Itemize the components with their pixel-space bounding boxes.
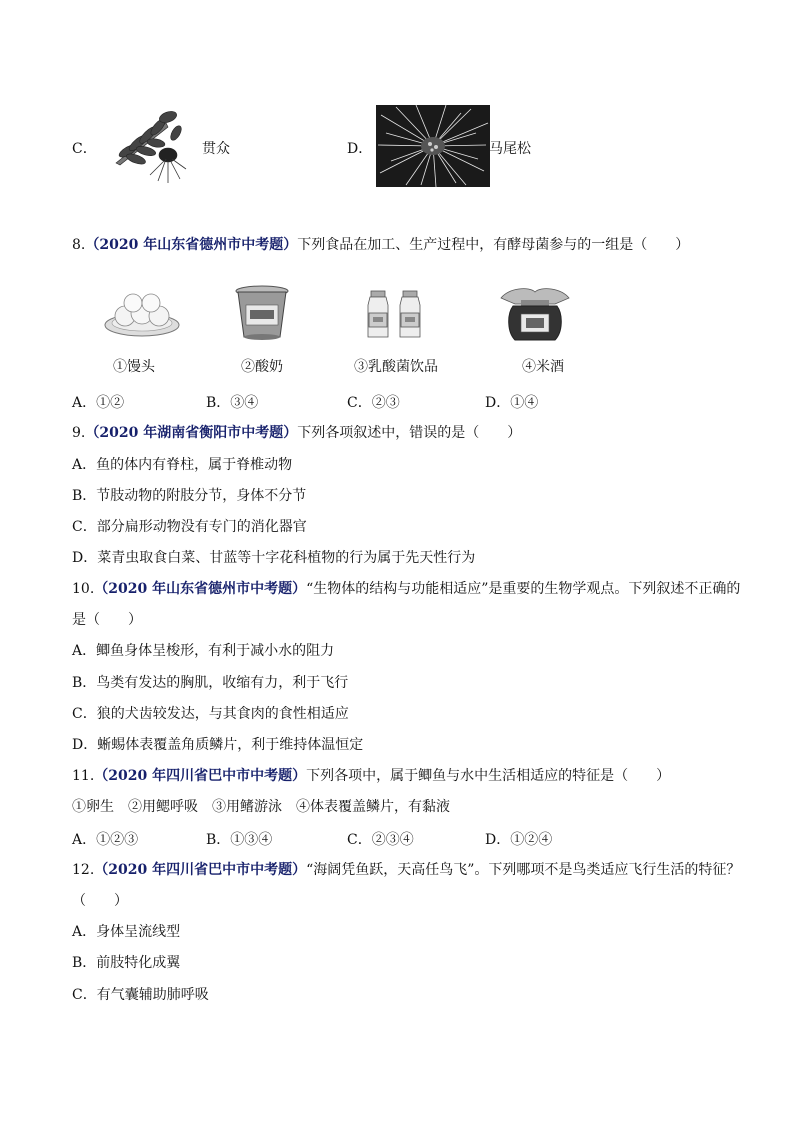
feature-list: ①卵生 ②用鳃呼吸 ③用鳍游泳 ④体表覆盖鳞片，有黏液: [72, 799, 450, 815]
question-text-continued: （ ）: [72, 893, 128, 909]
answer-option: C．部分扁形动物没有专门的消化器官: [72, 519, 307, 535]
question-11: [72, 766, 670, 786]
answer-option: B．①③④: [206, 832, 273, 848]
food-label: ①馒头: [113, 359, 155, 375]
question-text: 下列各项叙述中，错误的是（ ）: [297, 425, 522, 441]
question-10: [72, 579, 740, 599]
question-source: （2020 年四川省巴中市中考题）: [94, 768, 307, 784]
answer-option: A．①②③: [72, 832, 139, 848]
question-number: 11.: [72, 768, 95, 784]
mantou-image: [103, 289, 181, 339]
answer-option: D．①④: [485, 395, 539, 411]
food-label: ③乳酸菌饮品: [354, 359, 438, 375]
answer-option: C．②③: [347, 395, 400, 411]
answer-option: A．①②: [72, 395, 125, 411]
question-source: （2020 年四川省巴中市中考题）: [94, 862, 307, 878]
question-12: [72, 860, 740, 880]
question-source: （2020 年湖南省衡阳市中考题）: [85, 425, 298, 441]
answer-option: D．菜青虫取食白菜、甘蓝等十字花科植物的行为属于先天性行为: [72, 550, 476, 566]
question-text: “生物体的结构与功能相适应”是重要的生物学观点。下列叙述不正确的: [306, 581, 741, 597]
answer-option: D．蜥蜴体表覆盖角质鳞片，利于维持体温恒定: [72, 737, 364, 753]
question-9: [72, 423, 521, 443]
food-label: ②酸奶: [241, 359, 283, 375]
question-source: （2020 年山东省德州市中考题）: [94, 581, 307, 597]
answer-option: B．前肢特化成翼: [72, 955, 181, 971]
answer-option: A．鱼的体内有脊柱，属于脊椎动物: [72, 457, 293, 473]
answer-option: C．狼的犬齿较发达，与其食肉的食性相适应: [72, 706, 349, 722]
rice-wine-image: [499, 286, 571, 342]
question-text: 下列食品在加工、生产过程中，有酵母菌参与的一组是（ ）: [297, 237, 690, 253]
question-text-continued: 是（ ）: [72, 612, 142, 628]
answer-option: B．节肢动物的附肢分节，身体不分节: [72, 488, 307, 504]
answer-option: C．有气囊辅助肺呼吸: [72, 987, 209, 1003]
lactic-drink-image: [367, 289, 423, 339]
pine-image: [376, 105, 490, 187]
option-d-label: 马尾松: [489, 141, 531, 157]
answer-option: A．身体呈流线型: [72, 924, 181, 940]
question-source: （2020 年山东省德州市中考题）: [85, 237, 298, 253]
question-number: 10.: [72, 581, 95, 597]
question-number: 12.: [72, 862, 95, 878]
answer-option: D．①②④: [485, 832, 553, 848]
food-label: ④米酒: [522, 359, 564, 375]
question-text: “海阔凭鱼跃，天高任鸟飞”。下列哪项不是鸟类适应飞行生活的特征？: [306, 862, 741, 878]
answer-option: B．③④: [206, 395, 259, 411]
yogurt-image: [235, 285, 289, 341]
option-c-label: 贯众: [202, 141, 230, 157]
fern-image: [106, 103, 204, 185]
option-d-letter: D．: [347, 141, 373, 157]
question-number: 8.: [72, 237, 86, 253]
answer-option: A．鲫鱼身体呈梭形，有利于减小水的阻力: [72, 643, 335, 659]
answer-option: B．鸟类有发达的胸肌，收缩有力，利于飞行: [72, 675, 349, 691]
question-number: 9.: [72, 425, 86, 441]
question-8: [72, 235, 689, 255]
option-c-letter: C．: [72, 141, 97, 157]
question-text: 下列各项中，属于鲫鱼与水中生活相适应的特征是（ ）: [306, 768, 671, 784]
answer-option: C．②③④: [347, 832, 414, 848]
